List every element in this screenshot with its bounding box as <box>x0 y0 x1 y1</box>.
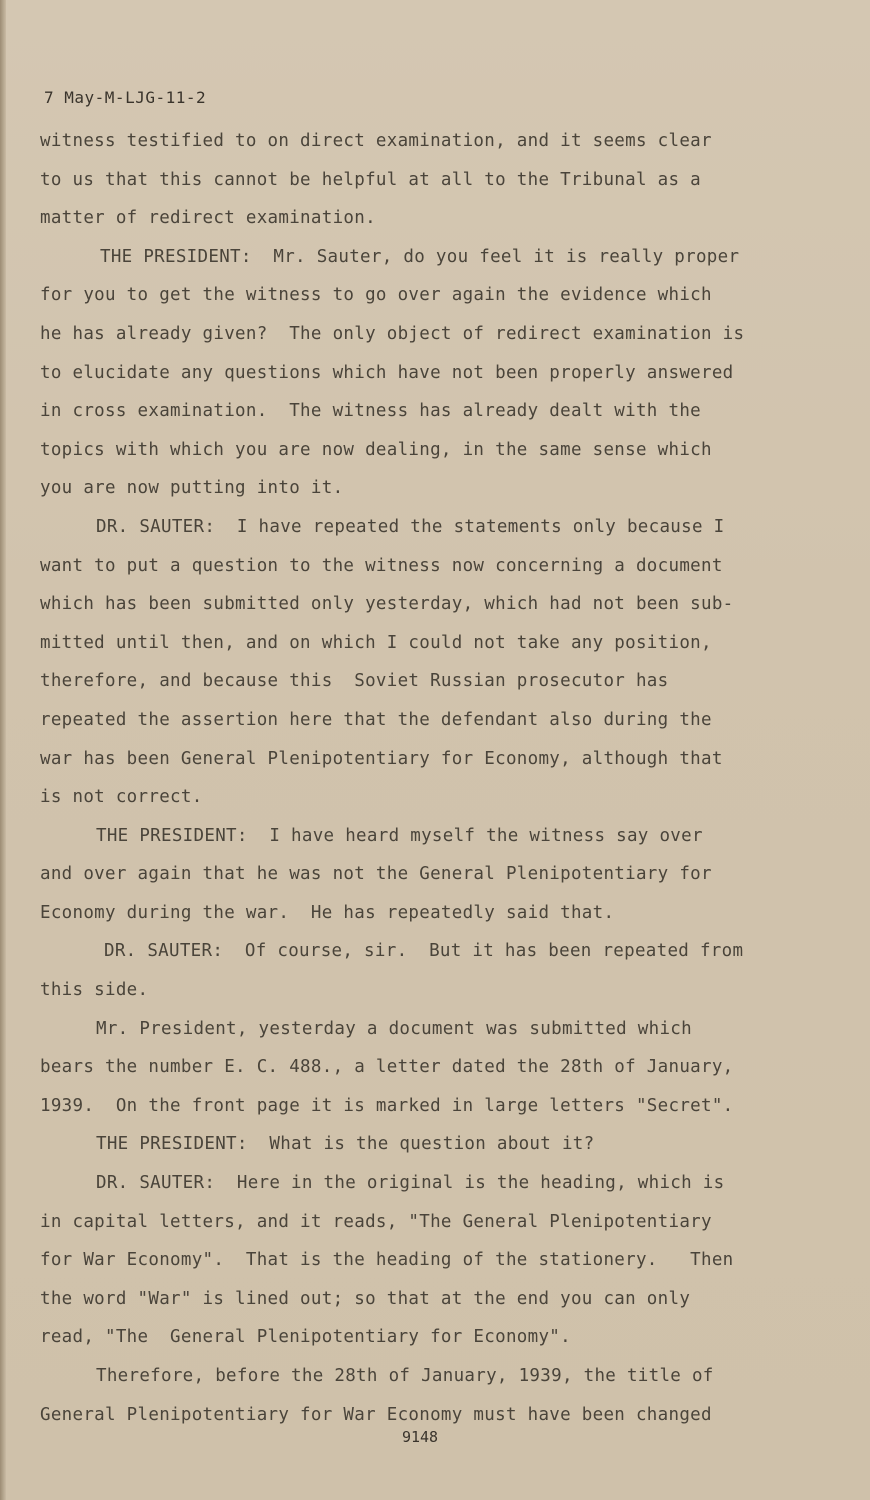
text-line: topics with which you are now dealing, in the same sense which <box>40 439 712 460</box>
text-line: mitted until then, and on which I could not take any position, <box>40 632 712 653</box>
text-line: read, "The General Plenipotentiary for Economy". <box>40 1327 571 1348</box>
page-footer <box>0 1428 870 1446</box>
text-line: matter of redirect examination. <box>40 208 376 229</box>
text-line: and over again that he was not the General Plenipotentiary for <box>40 864 712 885</box>
text-line: Therefore, before the 28th of January, 1939, the title of <box>96 1366 714 1386</box>
document-reference: 7 May-M-LJG-11-2 <box>44 88 207 107</box>
text-line: THE PRESIDENT: I have heard myself the witness say over <box>96 825 703 846</box>
text-line: for War Economy". That is the heading of the stationery. Then <box>40 1250 734 1271</box>
text-line: DR. SAUTER: Of course, sir. But it has been repeated from <box>104 941 744 962</box>
text-line: bears the number E. C. 488., a letter dated the 28th of January, <box>40 1057 734 1078</box>
page-edge <box>0 0 6 1500</box>
text-line: Mr. President, yesterday a document was submitted which <box>96 1018 692 1039</box>
text-line: the word "War" is lined out; so that at the end you can only <box>40 1288 691 1309</box>
text-line: General Plenipotentiary for War Economy must have been changed <box>40 1404 712 1425</box>
text-line: he has already given? The only object of redirect examination is <box>40 323 745 344</box>
text-line: this side. <box>40 980 149 1001</box>
text-line: which has been submitted only yesterday, which had not been sub- <box>40 594 734 615</box>
transcript-body <box>40 122 800 1434</box>
text-line: to elucidate any questions which have not been properly answered <box>40 362 734 383</box>
text-line: in capital letters, and it reads, "The General Plenipotentiary <box>40 1211 712 1232</box>
text-line: want to put a question to the witness now concerning a document <box>40 555 723 576</box>
text-line: THE PRESIDENT: What is the question about it? <box>96 1134 595 1155</box>
text-line: is not correct. <box>40 787 203 808</box>
text-line: therefore, and because this Soviet Russian prosecutor has <box>40 671 669 692</box>
text-line: Economy during the war. He has repeatedly said that. <box>40 902 615 923</box>
text-line: witness testified to on direct examination, and it seems clear <box>40 131 712 151</box>
text-line: for you to get the witness to go over again the evidence which <box>40 285 712 306</box>
text-line: repeated the assertion here that the defendant also during the <box>40 709 712 730</box>
text-line: war has been General Plenipotentiary for Economy, although that <box>40 748 723 769</box>
text-line: in cross examination. The witness has already dealt with the <box>40 401 701 422</box>
text-line: you are now putting into it. <box>40 478 344 499</box>
page-number: 9148 <box>401 1428 439 1446</box>
text-line: 1939. On the front page it is marked in large letters "Secret". <box>40 1095 734 1116</box>
text-line: THE PRESIDENT: Mr. Sauter, do you feel it is really proper <box>100 246 740 267</box>
text-line: DR. SAUTER: Here in the original is the heading, which is <box>96 1173 725 1194</box>
text-line: DR. SAUTER: I have repeated the statements only because I <box>96 516 725 537</box>
text-line: to us that this cannot be helpful at all to the Tribunal as a <box>40 169 701 190</box>
